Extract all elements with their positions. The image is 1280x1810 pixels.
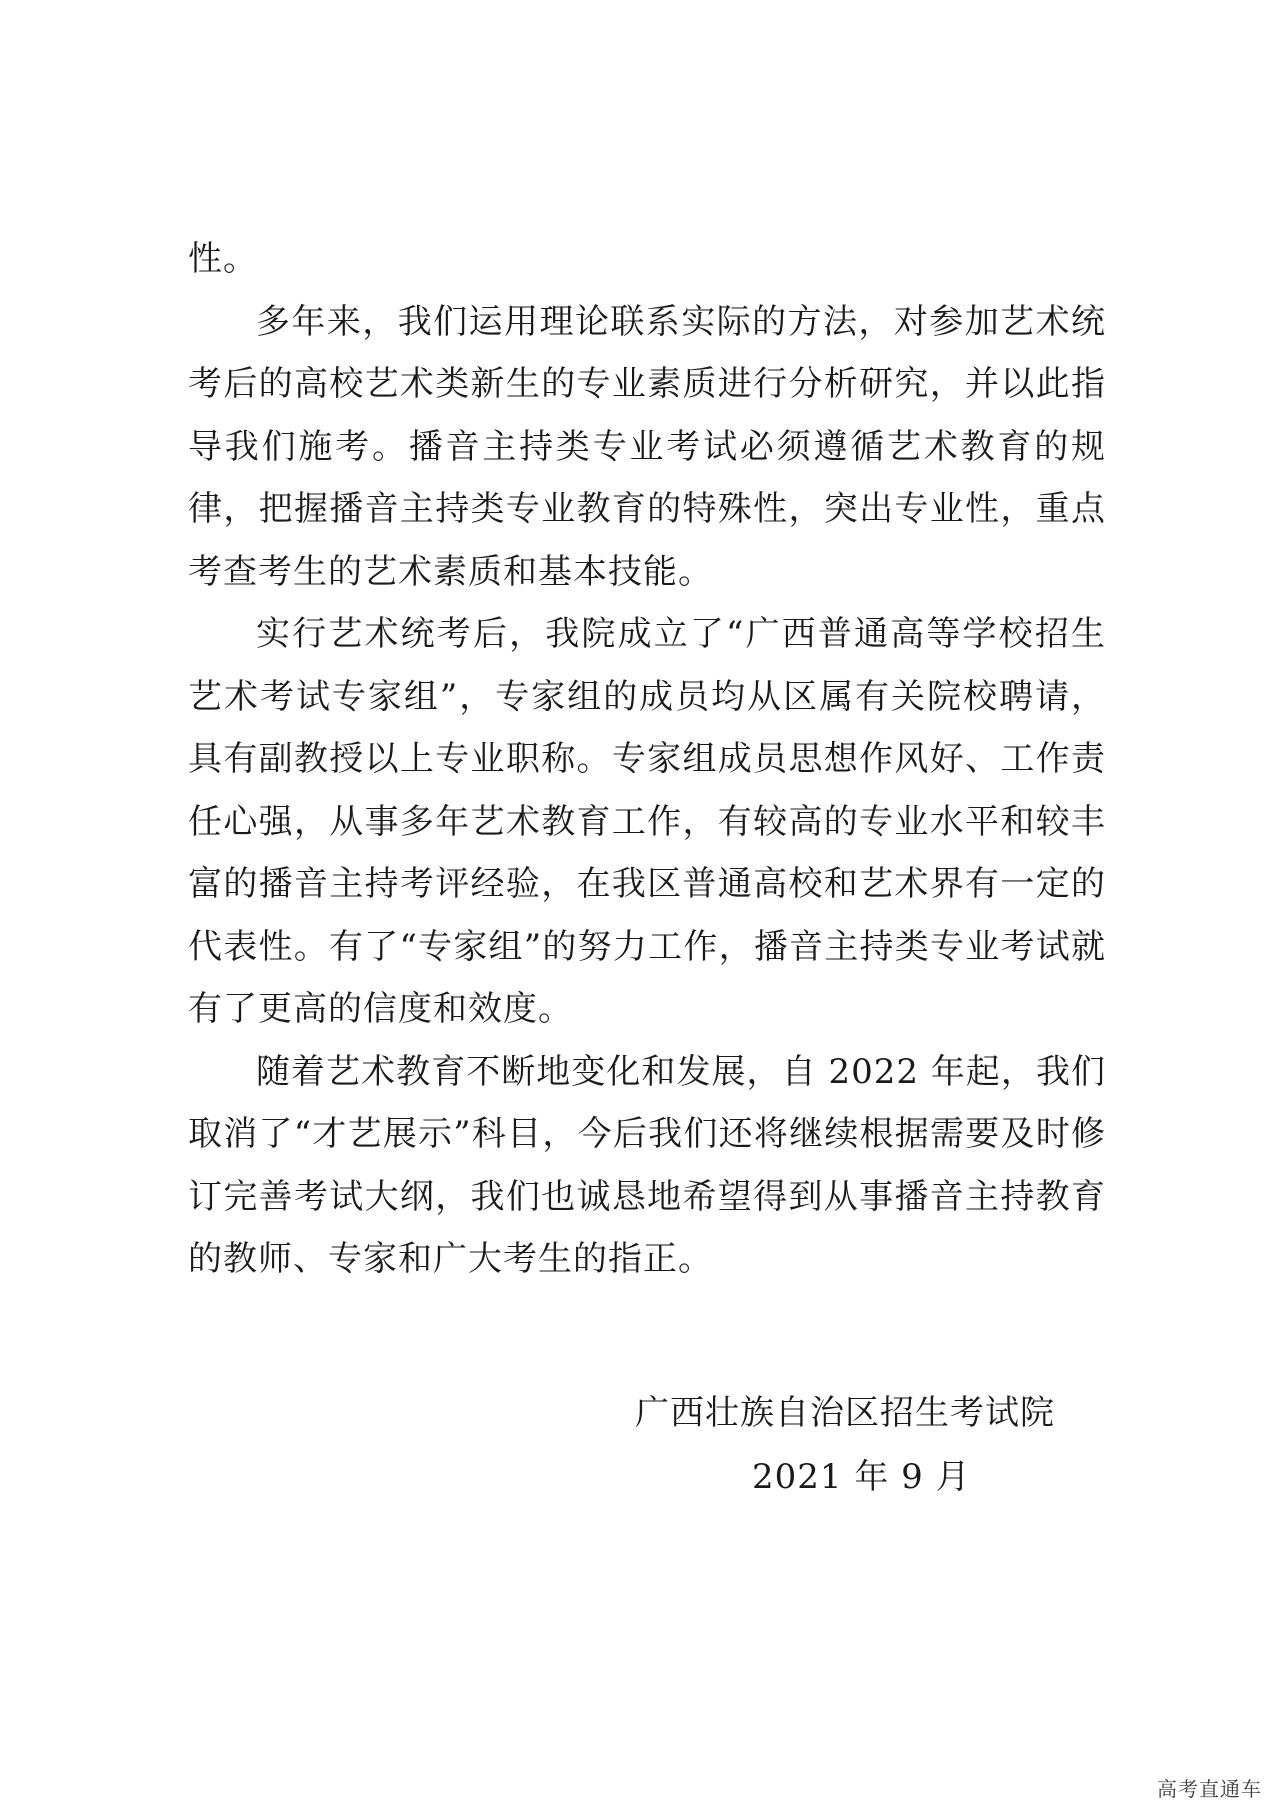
- paragraph-expert-group: 实行艺术统考后，我院成立了“广西普通高等学校招生艺术考试专家组”，专家组的成员均从区属有关院校聘请，具有副教授以上专业职称。专家组成员思想作风好、工作责任心强，从事多年艺术教育工作，有较高的专业水平和较丰富的播音主持考评经验，在我区普通高校和艺术界有一定的代表性。有了“专家组”的努力工作，播音主持类专业考试就有了更高的信度和效度。: [188, 614, 1106, 1029]
- signature-date: 2021 年 9 月: [752, 1457, 971, 1497]
- paragraph-continuation: 性。: [188, 239, 258, 279]
- document-body: [188, 228, 1106, 1291]
- watermark-text: 高考直通车: [1157, 1777, 1262, 1801]
- paragraph-future-revision: 随着艺术教育不断地变化和发展，自 2022 年起，我们取消了“才艺展示”科目，今后我们还将继续根据需要及时修订完善考试大纲，我们也诚恳地希望得到从事播音主持教育的教师、专家和广大考生的指正。: [188, 1051, 1106, 1279]
- paragraph-exam-research: 多年来，我们运用理论联系实际的方法，对参加艺术统考后的高校艺术类新生的专业素质进行分析研究，并以此指导我们施考。播音主持类专业考试必须遵循艺术教育的规律，把握播音主持类专业教育的特殊性，突出专业性，重点考查考生的艺术素质和基本技能。: [188, 301, 1106, 592]
- signature-organization: 广西壮族自治区招生考试院: [635, 1393, 1055, 1433]
